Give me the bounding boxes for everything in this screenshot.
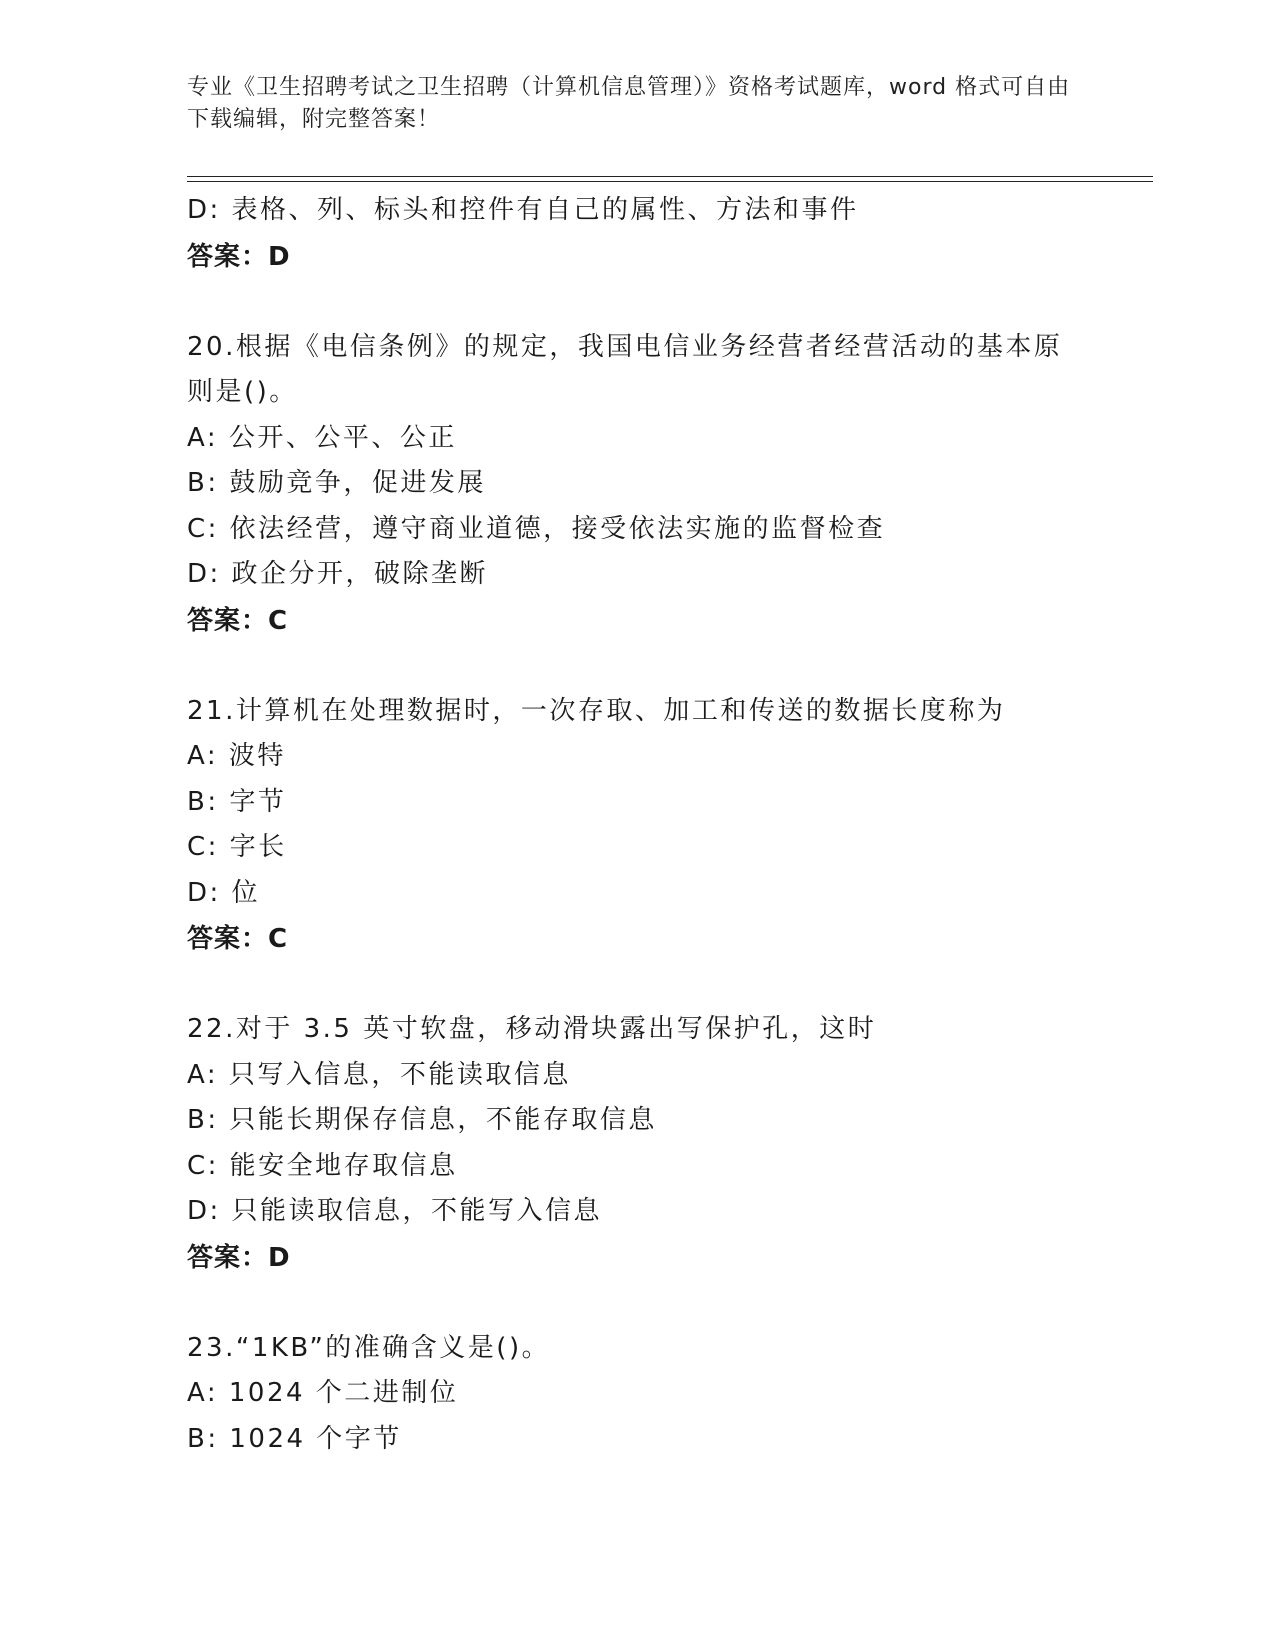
option-d: D: 只能读取信息，不能写入信息 [187,1196,603,1226]
question-19-tail [187,188,1147,280]
option-d: D: 表格、列、标头和控件有自己的属性、方法和事件 [187,195,859,225]
option-a: A: 波特 [187,741,286,771]
spacer [187,280,1147,325]
question-stem: 20.根据《电信条例》的规定，我国电信业务经营者经营活动的基本原 [187,331,1063,362]
option-a: A: 1024 个二进制位 [187,1378,459,1408]
answer: 答案：D [187,241,291,272]
option-b: B: 只能长期保存信息，不能存取信息 [187,1105,657,1135]
question-20 [187,325,1147,644]
option-c: C: 字长 [187,832,287,862]
question-stem-continued: 则是()。 [187,377,298,407]
question-stem: 21.计算机在处理数据时，一次存取、加工和传送的数据长度称为 [187,695,1006,726]
option-c: C: 依法经营，遵守商业道德，接受依法实施的监督检查 [187,513,886,544]
question-23 [187,1326,1147,1463]
answer: 答案：D [187,1242,291,1273]
question-list [187,188,1147,1462]
header-divider-top [187,176,1153,177]
option-d: D: 位 [187,877,261,908]
option-a: A: 公开、公平、公正 [187,422,457,453]
option-a: A: 只写入信息，不能读取信息 [187,1059,571,1090]
question-21 [187,689,1147,963]
option-b: B: 鼓励竞争，促进发展 [187,468,486,498]
header-title: 专业《卫生招聘考试之卫生招聘（计算机信息管理）》资格考试题库，word 格式可自由下载编辑，附完整答案！ [187,75,1071,132]
header-divider-bottom [187,181,1153,182]
question-22 [187,1007,1147,1281]
option-b: B: 1024 个字节 [187,1423,402,1454]
question-stem: 22.对于 3.5 英寸软盘，移动滑块露出写保护孔，这时 [187,1014,877,1044]
question-stem: 23.“1KB”的准确含义是()。 [187,1332,551,1363]
option-d: D: 政企分开，破除垄断 [187,559,489,589]
option-b: B: 字节 [187,786,287,817]
answer: 答案：C [187,605,289,636]
spacer [187,644,1147,689]
spacer [187,1281,1147,1326]
document-header [187,72,1087,136]
option-c: C: 能安全地存取信息 [187,1150,458,1181]
spacer [187,962,1147,1007]
answer: 答案：C [187,924,289,954]
